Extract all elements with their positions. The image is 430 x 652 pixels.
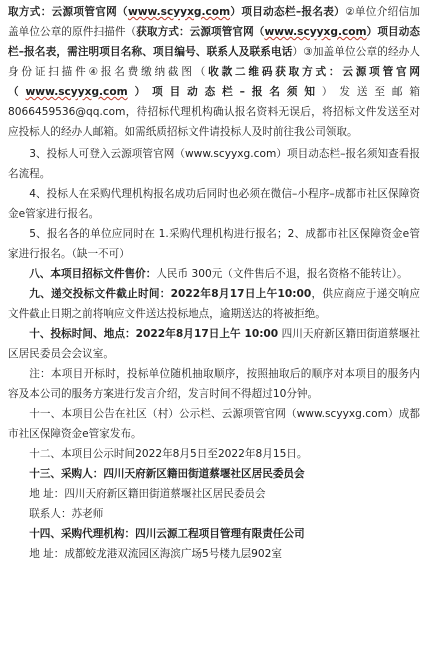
section-13-purchaser: 十三、采购人：四川天府新区籍田街道蔡堰社区居民委员会 <box>29 468 305 480</box>
bold-text: ）项目动态栏–报名须知 <box>127 86 322 98</box>
section-14-agency: 十四、采购代理机构：四川云源工程项目管理有限责任公司 <box>29 528 305 540</box>
bold-text: ）项目动态栏–报名表） <box>230 6 346 18</box>
bold-text: 收款二维码获取方式：云源项管官网（ <box>8 66 420 98</box>
section-10 <box>8 324 420 364</box>
section-12: 十二、本项目公示时间2022年8月5日至2022年8月15日。 <box>29 448 308 460</box>
text: ）③加盖单位公章的经办人身份证扫描件④报名费缴纳截图（ <box>8 46 420 78</box>
website-link[interactable]: www.scyyxg.com <box>25 86 128 98</box>
section-text: ，供应商应于递交响应文件截止日期之前将响应文件送达投标地点，逾期送达的将被拒绝。 <box>8 288 420 320</box>
section-8 <box>8 264 420 284</box>
purchaser-contact: 联系人：苏老师 <box>29 508 104 520</box>
bold-text: ）项目动态栏–报名表，需注明项目名称、项目编号、联系人及联系电话 <box>8 26 421 58</box>
purchaser-address: 地 址：四川天府新区籍田街道蔡堰社区居民委员会 <box>29 488 266 500</box>
section-11: 十一、本项目公告在社区（村）公示栏、云源项管官网（www.scyyxg.com）成都市社区保障资金e管家发布。 <box>8 408 420 440</box>
bold-text: 取方式：云源项管官网（ <box>8 6 128 18</box>
website-link[interactable]: www.scyyxg.com <box>127 6 231 18</box>
section-text: 人民币 300元（文件售后不退，报名资格不能转让）。 <box>156 268 408 280</box>
paragraph-registration-materials <box>8 2 420 142</box>
text: ②单位介绍信加盖单位公章的原件扫描件（ <box>8 6 421 38</box>
section-heading: 十、投标时间、地点：2022年8月17日上午 10:00 <box>29 328 279 340</box>
website-link[interactable]: www.scyyxg.com <box>264 26 367 38</box>
text: ）发送至邮箱8066459536@qq.com，待招标代理机构确认报名资料无误后，将招标文件发送至对应投标人的经办人邮箱。如需纸质招标文件请投标人及时前往我公司领取。 <box>8 86 421 138</box>
paragraph-item-4: 4、投标人在采购代理机构报名成功后同时也必须在微信–小程序–成都市社区保障资金e管家进行报名。 <box>8 188 420 220</box>
bold-text: 获取方式：云源项管官网（ <box>136 26 265 38</box>
section-heading: 八、本项目招标文件售价： <box>29 268 157 280</box>
paragraph-item-5: 5、报名各的单位应同时在 1.采购代理机构进行报名；2、成都市社区保障资金e管家进行报名。（缺一不可） <box>8 228 420 260</box>
section-heading: 九、递交投标文件截止时间：2022年8月17日上午10:00 <box>29 288 312 300</box>
note-paragraph: 注：本项目开标时，投标单位随机抽取顺序，按照抽取后的顺序对本项目的服务内容及本公司的服务方案进行发言介绍，发言时间不得超过10分钟。 <box>8 368 420 400</box>
section-9 <box>8 284 420 324</box>
paragraph-item-3: 3、投标人可登入云源项管官网（www.scyyxg.com）项目动态栏–报名须知查看报名流程。 <box>8 148 420 180</box>
section-text: 四川天府新区籍田街道蔡堰社区居民委员会会议室。 <box>8 328 420 360</box>
agency-address: 地 址：成都蛟龙港双流园区海滨广场5号楼九层902室 <box>29 548 282 560</box>
